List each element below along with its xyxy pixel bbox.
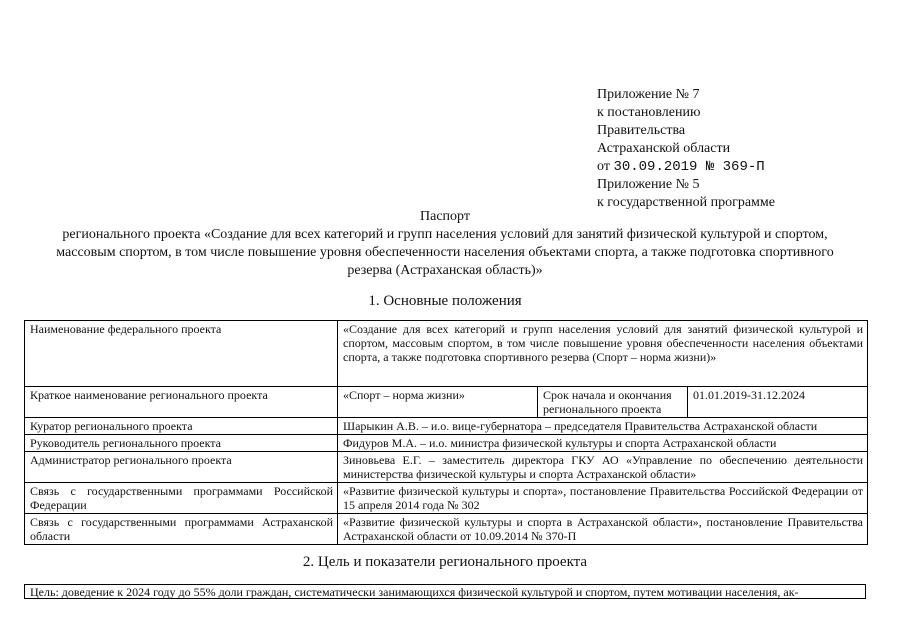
table-row	[25, 514, 868, 545]
period-label: Срок начала и окончания регионального проекта	[538, 387, 688, 418]
row-label: Связь с государственными программами Астраханской области	[25, 514, 338, 545]
goal-text: Цель: доведение к 2024 году до 55% доли граждан, систематически занимающихся физической культурой и спортом, путем мотивации населения, ак-	[24, 584, 866, 599]
row-value: «Создание для всех категорий и групп населения условий для занятий физической культурой и спортом, массовым спортом, в том числе повышение уровня обеспеченности населения объектами спорта, а также подготовка спортивного резерва (Спорт – норма жизни)»	[338, 321, 868, 387]
row-label: Руководитель регионального проекта	[25, 435, 338, 452]
main-provisions-table	[24, 320, 868, 545]
appendix-program-ref: к государственной программе	[597, 195, 775, 210]
table-row	[25, 321, 868, 387]
table-row	[25, 418, 868, 435]
section2-title: 2. Цель и показатели регионального проекта	[302, 554, 588, 570]
appendix-region: Астраханской области	[597, 141, 731, 156]
section1-title: 1. Основные положения	[368, 293, 522, 309]
appendix-program-number: Приложение № 5	[597, 177, 700, 192]
row-value: Фидуров М.А. – и.о. министра физической культуры и спорта Астраханской области	[338, 435, 868, 452]
appendix-to-resolution: к постановлению	[597, 105, 701, 120]
appendix-date-stamp: 30.09.2019 № 369-П	[613, 159, 765, 175]
row-label: Администратор регионального проекта	[25, 452, 338, 483]
table-row	[25, 452, 868, 483]
row-value: «Развитие физической культуры и спорта», постановление Правительства Российской Федерации от 15 апреля 2014 года № 302	[338, 483, 868, 514]
appendix-government: Правительства	[597, 123, 686, 138]
appendix-block	[597, 86, 897, 212]
row-label: Связь с государственными программами Российской Федерации	[25, 483, 338, 514]
appendix-date-prefix: от	[597, 159, 610, 174]
passport-heading: Паспорт	[420, 209, 470, 224]
row-value: Шарыкин А.В. – и.о. вице-губернатора – председателя Правительства Астраханской области	[338, 418, 868, 435]
row-value: «Развитие физической культуры и спорта в Астраханской области», постановление Правительства Астраханской области от 10.09.2014 № 370-П	[338, 514, 868, 545]
table-row	[25, 435, 868, 452]
row-label: Наименование федерального проекта	[25, 321, 338, 387]
appendix-number: Приложение № 7	[597, 87, 700, 102]
passport-title: регионального проекта «Создание для всех категорий и групп населения условий для занятий физической культурой и спортом, массовым спортом, в том числе повышение уровня обеспеченности населения объектами спорта, а также подготовка спортивного резерва (Астраханская область)»	[56, 227, 834, 278]
row-label: Краткое наименование регионального проекта	[25, 387, 338, 418]
period-value: 01.01.2019-31.12.2024	[688, 387, 868, 418]
row-label: Куратор регионального проекта	[25, 418, 338, 435]
row-value: Зиновьева Е.Г. – заместитель директора ГКУ АО «Управление по обеспечению деятельности министерства физической культуры и спорта Астраханской области»	[338, 452, 868, 483]
table-row	[25, 387, 868, 418]
table-row	[25, 483, 868, 514]
row-value: «Спорт – норма жизни»	[338, 387, 538, 418]
appendix-date-line	[597, 158, 897, 176]
